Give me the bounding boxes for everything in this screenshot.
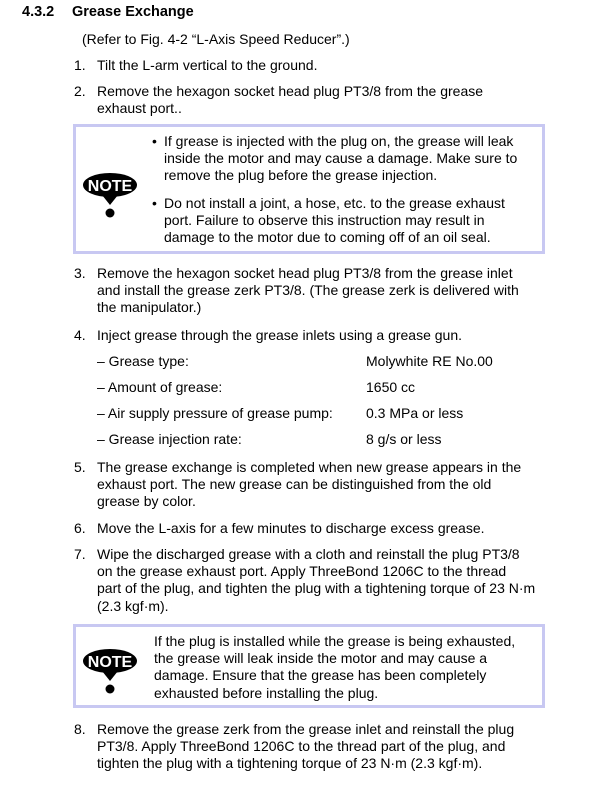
step-line: on the grease exhaust port. Apply ThreeBond 1206C to the thread [97,563,507,580]
note-text [152,133,542,246]
section-title: Grease Exchange [72,4,194,20]
step-text [97,327,557,344]
note-line: remove the plug before the grease injection. [164,167,438,184]
note-line: port. Failure to observe this instruction may result in [164,211,485,228]
refer-text: (Refer to Fig. 4-2 “L-Axis Speed Reducer”.) [82,31,350,47]
spec-label: – Grease injection rate: [97,431,242,447]
step-line: Remove the hexagon socket head plug PT3/8 from the grease inlet [97,265,513,281]
step-line: part of the plug, and tighten the plug with a tightening torque of 23 N·m [97,580,536,597]
step-line: (2.3 kgf·m). [97,597,169,614]
step-text [97,459,557,511]
step-number: 5. [74,459,86,475]
step-line: the manipulator.) [97,299,202,316]
note-icon [82,171,138,219]
spec-value: 8 g/s or less [366,431,442,447]
step-number: 7. [74,546,86,562]
step-number: 3. [74,265,86,281]
note-bullet-item [152,195,542,247]
spec-label: – Amount of grease: [97,379,223,395]
section-heading [22,4,194,20]
spec-value: 1650 cc [366,379,416,395]
spec-label: – Grease type: [97,353,189,369]
step-line: and install the grease zerk PT3/8. (The grease zerk is delivered with [97,282,519,299]
spec-value: 0.3 MPa or less [366,405,464,421]
note-line: damage. Ensure that the grease has been completely [154,667,487,684]
step-line: Move the L-axis for a few minutes to discharge excess grease. [97,520,485,536]
note-box [73,624,545,708]
spec-label: – Air supply pressure of grease pump: [97,405,333,421]
step-line: PT3/8. Apply ThreeBond 1206C to the thread part of the plug, and [97,738,506,755]
bullet-icon: • [152,133,157,149]
step-number: 1. [74,57,86,73]
note-line: damage to the motor due to coming off of an oil seal. [164,229,491,246]
step-number: 4. [74,327,86,343]
step-number: 8. [74,721,86,737]
step-number: 6. [74,520,86,536]
spec-value: Molywhite RE No.00 [366,353,493,369]
step-line: exhaust port. The new grease can be distinguished from the old [97,476,492,493]
note-line: exhausted before installing the plug. [154,684,379,701]
step-line: The grease exchange is completed when new grease appears in the [97,459,522,475]
step-line: grease by color. [97,493,196,510]
step-line: exhaust port.. [97,100,182,117]
note-label: NOTE [87,654,133,671]
step-text [97,721,567,773]
step-line: Remove the grease zerk from the grease inlet and reinstall the plug [97,721,515,737]
step-text [97,57,557,74]
step-line: tighten the plug with a tightening torque of 23 N·m (2.3 kgf·m). [97,755,483,772]
step-text [97,265,557,317]
note-label: NOTE [87,178,133,195]
note-line: Do not install a joint, a hose, etc. to the grease exhaust [164,194,505,211]
note-bullet-item [152,133,542,185]
step-line: Tilt the L-arm vertical to the ground. [97,57,318,73]
step-line: Remove the hexagon socket head plug PT3/8 from the grease [97,83,484,99]
note-icon [82,647,138,695]
note-line: If grease is injected with the plug on, the grease will leak [164,133,514,149]
step-line: Wipe the discharged grease with a cloth and reinstall the plug PT3/8 [97,546,520,562]
bullet-icon: • [152,194,157,211]
note-text [154,633,542,702]
note-line: If the plug is installed while the grease is being exhausted, [154,633,516,649]
note-line: the grease will leak inside the motor and may cause a [154,650,488,667]
step-text [97,83,557,117]
step-text [97,546,567,615]
step-line: Inject grease through the grease inlets using a grease gun. [97,327,463,343]
note-box [73,124,545,254]
note-line: inside the motor and may cause a damage. Make sure to [164,150,518,167]
step-text [97,520,557,537]
section-number: 4.3.2 [22,4,55,20]
step-number: 2. [74,83,86,99]
